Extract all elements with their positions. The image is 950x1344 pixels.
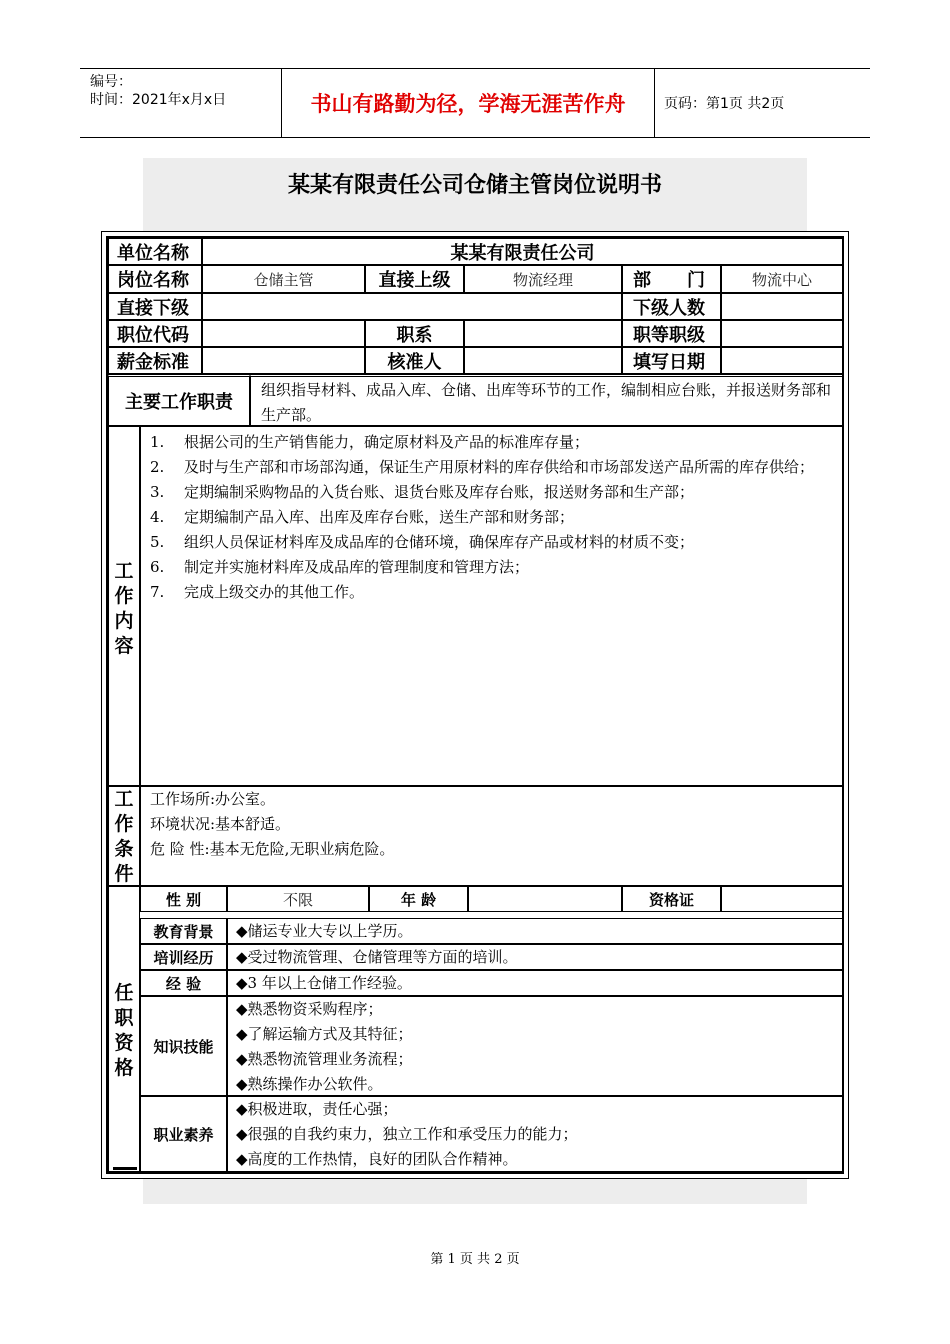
quality-label: 职业素养: [140, 1096, 227, 1172]
list-item: ◆高度的工作热情，良好的团队合作精神。: [236, 1150, 518, 1168]
list-item: 2. 及时与生产部和市场部沟通，保证生产用原材料的库存供给和市场部发送产品所需的库存供给；: [150, 458, 815, 476]
work-conditions-cell: [140, 786, 843, 886]
document-header: [80, 68, 870, 138]
work-conditions-label-cell: [108, 786, 140, 886]
condition-line: 危 险 性:基本无危险,无职业病危险。: [150, 840, 395, 858]
superior-label: 直接上级: [365, 265, 464, 293]
list-item: 5. 组织人员保证材料库及成品库的仓储环境，确保库存产品或材料的材质不变；: [150, 533, 695, 551]
list-item: ◆熟悉物流管理业务流程；: [236, 1050, 413, 1068]
code-value: [202, 320, 365, 347]
work-conditions-label: 工 作 条 件: [114, 788, 134, 885]
train-value: ◆受过物流管理、仓储管理等方面的培训。: [227, 944, 843, 970]
page-footer: 第 1 页 共 2 页: [430, 1252, 520, 1267]
position-value: 仓储主管: [202, 265, 365, 293]
cert-label: 资格证: [622, 886, 721, 912]
label-underline: [113, 1167, 137, 1170]
skill-list: [227, 996, 843, 1096]
position-label: 岗位名称: [108, 265, 202, 293]
document-title: 某某有限责任公司仓储主管岗位说明书: [287, 173, 662, 198]
gender-value: 不限: [227, 886, 369, 912]
list-item: 7. 完成上级交办的其他工作。: [150, 583, 365, 601]
code-label: 职位代码: [108, 320, 202, 347]
unit-value: 某某有限责任公司: [202, 238, 843, 265]
date-label: 时间：2021年x月x日: [90, 92, 227, 108]
header-meta: [80, 69, 282, 137]
list-item: ◆了解运输方式及其特征；: [236, 1025, 413, 1043]
list-item: ◆熟练操作办公软件。: [236, 1075, 383, 1093]
approver-value: [464, 347, 622, 374]
superior-value: 物流经理: [464, 265, 622, 293]
unit-label: 单位名称: [108, 238, 202, 265]
exp-value: ◆3 年以上仓储工作经验。: [227, 970, 843, 996]
list-item: 6. 制定并实施材料库及成品库的管理制度和管理方法；: [150, 558, 530, 576]
series-value: [464, 320, 622, 347]
condition-line: 工作场所:办公室。: [150, 790, 276, 808]
work-content-label-cell: [108, 426, 140, 786]
dept-label: 部 门: [622, 265, 721, 293]
grade-value: [721, 320, 843, 347]
series-label: 职系: [365, 320, 464, 347]
age-value: [468, 886, 622, 912]
edu-value: ◆储运专业大专以上学历。: [227, 918, 843, 944]
train-label: 培训经历: [140, 944, 227, 970]
main-duty-label: 主要工作职责: [108, 374, 250, 426]
fill-date-label: 填写日期: [622, 347, 721, 374]
approver-label: 核准人: [365, 347, 464, 374]
subordinate-count-label: 下级人数: [622, 293, 721, 320]
edu-label: 教育背景: [140, 918, 227, 944]
qualifications-label-cell: [108, 886, 140, 1172]
dept-value: 物流中心: [721, 265, 843, 293]
salary-value: [202, 347, 365, 374]
subordinate-label: 直接下级: [108, 293, 202, 320]
exp-label: 经 验: [140, 970, 227, 996]
main-duty-text: 组织指导材料、成品入库、仓储、出库等环节的工作，编制相应台账，并报送财务部和生产部。: [250, 374, 843, 426]
gender-label: 性 别: [140, 886, 227, 912]
subordinate-count-value: [721, 293, 843, 320]
list-item: 4. 定期编制产品入库、出库及库存台账，送生产部和财务部；: [150, 508, 575, 526]
quality-list: [227, 1096, 843, 1172]
age-label: 年 龄: [369, 886, 468, 912]
list-item: ◆很强的自我约束力，独立工作和承受压力的能力；: [236, 1125, 578, 1143]
serial-label: 编号：: [90, 74, 132, 90]
list-item: ◆熟悉物资采购程序；: [236, 1000, 383, 1018]
header-page-code: 页码：第1页 共2页: [664, 96, 785, 112]
subordinate-value: [202, 293, 622, 320]
fill-date-value: [721, 347, 843, 374]
qualifications-label: 任 职 资 格: [114, 982, 134, 1079]
cert-value: [721, 886, 843, 912]
list-item: 1. 根据公司的生产销售能力，确定原材料及产品的标准库存量；: [150, 433, 590, 451]
skill-label: 知识技能: [140, 996, 227, 1096]
work-content-list: [150, 430, 840, 605]
work-content-label: 工 作 内 容: [114, 560, 134, 657]
list-item: 3. 定期编制采购物品的入货台账、退货台账及库存台账，报送财务部和生产部；: [150, 483, 695, 501]
salary-label: 薪金标准: [108, 347, 202, 374]
header-motto: 书山有路勤为径，学海无涯苦作舟: [282, 69, 655, 137]
list-item: ◆积极进取，责任心强；: [236, 1100, 398, 1118]
condition-line: 环境状况:基本舒适。: [150, 815, 291, 833]
grade-label: 职等职级: [622, 320, 721, 347]
